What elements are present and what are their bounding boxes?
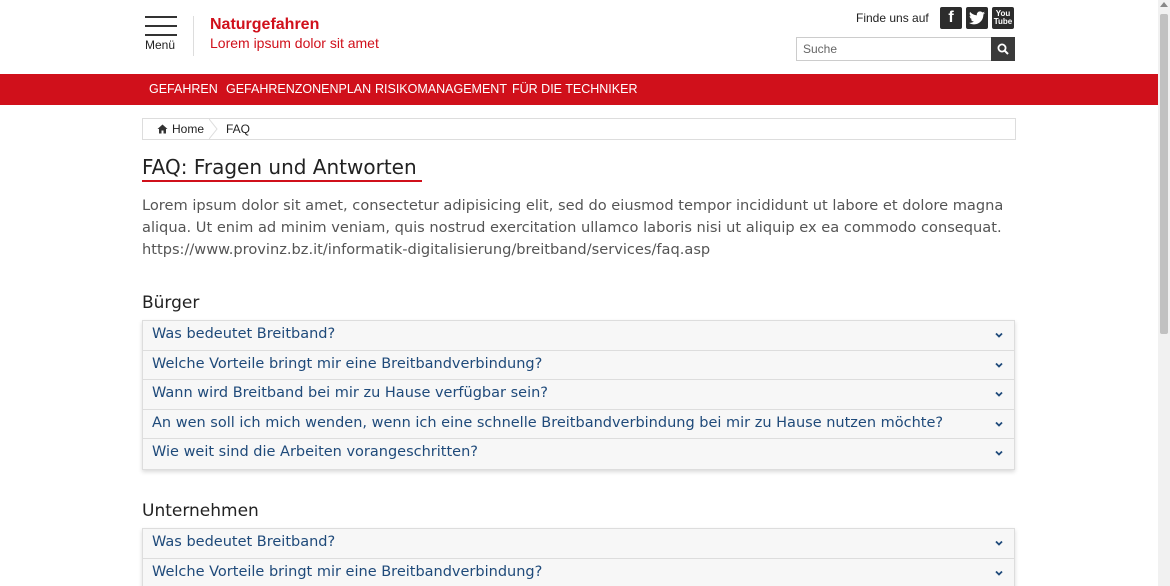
- home-icon: [157, 124, 168, 134]
- search-icon: [997, 43, 1009, 55]
- chevron-down-icon: [994, 538, 1004, 548]
- nav-item-gefahren[interactable]: GEFAHREN: [149, 82, 218, 96]
- faq-question: An wen soll ich mich wenden, wenn ich eine schnelle Breitbandverbindung bei mir zu Hause nutzen möchte?: [152, 414, 944, 431]
- scroll-up-icon[interactable]: [1160, 2, 1168, 7]
- site-header: [0, 0, 1158, 74]
- nav-item-risikomanagement[interactable]: RISIKOMANAGEMENT: [375, 82, 507, 96]
- page-scrollbar[interactable]: [1158, 0, 1170, 586]
- faq-question: Wie weit sind die Arbeiten vorangeschritten?: [152, 444, 478, 461]
- breadcrumb: [142, 118, 1016, 140]
- breadcrumb-home-label: Home: [172, 122, 205, 136]
- intro-text: Lorem ipsum dolor sit amet, consectetur adipisicing elit, sed do eiusmod tempor incididunt ut labore et dolore magna aliqua. Ut enim ad minim veniam, quis nostrud exercitation ullamco laboris nisi ut aliquip ex ea commodo consequat. https://www.provinz.bz.it/informatik-digitalisierung/breitband/services/faq.asp: [142, 197, 1004, 258]
- menu-label[interactable]: Menü: [145, 38, 176, 52]
- faq-item[interactable]: [143, 321, 1014, 351]
- faq-item[interactable]: [143, 439, 1014, 469]
- faq-question: Was bedeutet Breitband?: [152, 326, 336, 342]
- nav-item-fuer-die-techniker[interactable]: FÜR DIE TECHNIKER: [512, 82, 638, 96]
- faq-item[interactable]: [143, 559, 1014, 586]
- scrollbar-thumb[interactable]: [1160, 14, 1168, 334]
- chevron-down-icon: [994, 448, 1004, 458]
- title-underline: [142, 180, 422, 182]
- youtube-icon-text-bottom: Tube: [993, 17, 1013, 26]
- faq-item[interactable]: [143, 380, 1014, 410]
- hamburger-icon-bar: [145, 25, 177, 27]
- nav-item-gefahrenzonenplan[interactable]: GEFAHRENZONENPLAN: [226, 82, 372, 96]
- chevron-down-icon: [994, 389, 1004, 399]
- breadcrumb-home[interactable]: [157, 122, 204, 136]
- brand-divider: [193, 16, 194, 56]
- breadcrumb-separator-icon: [209, 119, 219, 139]
- search-input[interactable]: [796, 37, 992, 61]
- faq-question: Wann wird Breitband bei mir zu Hause verfügbar sein?: [152, 385, 548, 402]
- page-title: FAQ: Fragen und Antworten: [142, 155, 417, 179]
- faq-question: Was bedeutet Breitband?: [152, 534, 336, 550]
- chevron-down-icon: [994, 330, 1004, 340]
- chevron-down-icon: [994, 360, 1004, 370]
- faq-question: Welche Vorteile bringt mir eine Breitbandverbindung?: [152, 563, 543, 580]
- section-title-buerger: Bürger: [142, 293, 200, 313]
- hamburger-icon-bar: [145, 34, 177, 36]
- youtube-icon[interactable]: [992, 7, 1014, 29]
- faq-question: Welche Vorteile bringt mir eine Breitbandverbindung?: [152, 355, 543, 372]
- faq-item[interactable]: [143, 351, 1014, 381]
- twitter-bird-icon: [969, 11, 985, 25]
- section-title-unternehmen: Unternehmen: [142, 501, 259, 521]
- faq-item[interactable]: [143, 529, 1014, 559]
- chevron-down-icon: [994, 419, 1004, 429]
- faq-list-unternehmen: [142, 528, 1015, 586]
- search-button[interactable]: [991, 37, 1015, 61]
- brand-title[interactable]: Naturgefahren: [210, 16, 320, 33]
- facebook-icon[interactable]: f: [940, 7, 962, 29]
- hamburger-icon: [145, 16, 177, 18]
- faq-item[interactable]: [143, 410, 1014, 440]
- breadcrumb-current: FAQ: [226, 122, 251, 136]
- faq-list-buerger: [142, 320, 1015, 470]
- main-nav: [0, 74, 1158, 105]
- brand-subtitle: Lorem ipsum dolor sit amet: [210, 35, 379, 51]
- twitter-icon[interactable]: [966, 7, 988, 29]
- youtube-icon-text-top: You: [995, 9, 1011, 18]
- chevron-down-icon: [994, 568, 1004, 578]
- find-us-label: Finde uns auf: [856, 11, 929, 25]
